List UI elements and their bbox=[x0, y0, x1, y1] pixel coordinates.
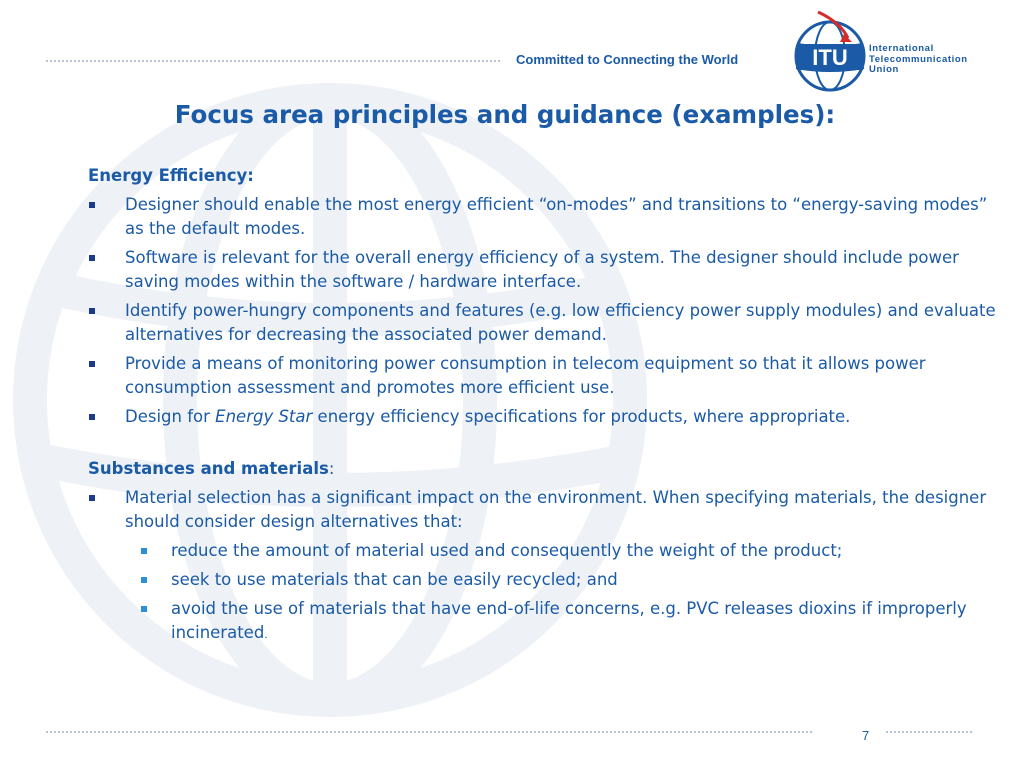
logo-acronym: ITU bbox=[812, 45, 848, 70]
slide-body bbox=[88, 164, 1008, 647]
tagline: Committed to Connecting the World bbox=[516, 52, 739, 67]
list-item: Identify power-hungry components and features (e.g. low efficiency power supply modules) and evaluate alternatives for decreasing the associated power demand. bbox=[88, 299, 1008, 347]
list-item: Design for Energy Star energy efficiency specifications for products, where appropriate. bbox=[88, 405, 1008, 429]
footer-dotted-rule-right bbox=[886, 731, 972, 733]
energy-bullet-list bbox=[88, 193, 1008, 429]
logo-wordmark: International Telecommunication Union bbox=[869, 43, 968, 75]
materials-bullet-list bbox=[88, 486, 1008, 647]
energy-heading: Energy Efficiency: bbox=[88, 166, 254, 185]
page-number: 7 bbox=[862, 728, 870, 743]
list-item: Material selection has a significant impact on the environment. When specifying materials, the designer should consider design alternatives that: reduce the amount of material used and consequently the weight of the product; seek to use materials that can be easily recycled; and avoid the use of materials that have end-of-life concerns, e.g. PVC releases dioxins if improperly incinerated. bbox=[88, 486, 1008, 647]
list-item: Software is relevant for the overall energy efficiency of a system. The designer should include power saving modes within the software / hardware interface. bbox=[88, 246, 1008, 294]
materials-sub-list bbox=[125, 539, 1008, 647]
energy-star-emphasis: Energy Star bbox=[215, 407, 313, 426]
sub-list-item: avoid the use of materials that have end-of-life concerns, e.g. PVC releases dioxins if improperly incinerated. bbox=[125, 597, 1008, 647]
header-dotted-rule bbox=[46, 60, 500, 62]
list-item: Provide a means of monitoring power consumption in telecom equipment so that it allows power consumption assessment and promotes more efficient use. bbox=[88, 352, 1008, 400]
materials-heading: Substances and materials: bbox=[88, 459, 335, 478]
slide-title: Focus area principles and guidance (examples): bbox=[174, 100, 836, 129]
list-item: Designer should enable the most energy efficient “on-modes” and transitions to “energy-saving modes” as the default modes. bbox=[88, 193, 1008, 241]
footer-dotted-rule bbox=[46, 731, 812, 733]
sub-list-item: reduce the amount of material used and consequently the weight of the product; bbox=[125, 539, 1008, 563]
sub-list-item: seek to use materials that can be easily recycled; and bbox=[125, 568, 1008, 592]
